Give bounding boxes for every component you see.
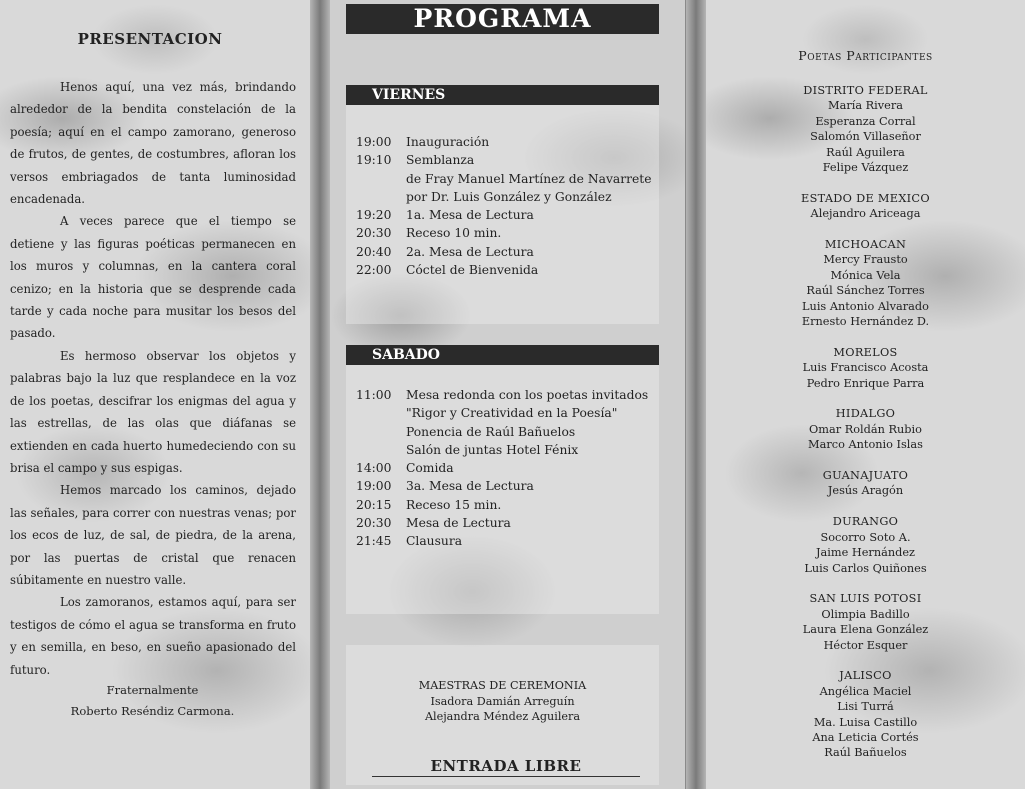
schedule-activity: Cóctel de Bienvenida (406, 263, 539, 278)
poet-name: Mónica Vela (830, 268, 901, 282)
state-name: MORELOS (833, 345, 898, 359)
schedule-activity: Comida (406, 461, 454, 476)
state-name: DISTRITO FEDERAL (803, 84, 928, 97)
schedule-row (356, 532, 656, 550)
fold-left (310, 0, 330, 789)
poet-group (706, 237, 1025, 329)
schedule-time: 14:00 (356, 461, 392, 476)
schedule-row (356, 133, 656, 151)
state-name: ESTADO DE MEXICO (801, 191, 930, 205)
schedule-activity: 1a. Mesa de Lectura (406, 208, 534, 223)
sabado-schedule (356, 386, 656, 551)
poet-name: Raúl Sánchez Torres (806, 284, 925, 298)
schedule-time: 19:10 (356, 153, 392, 168)
schedule-row (356, 404, 656, 422)
poet-group (706, 191, 1025, 222)
schedule-activity: Clausura (406, 534, 463, 549)
schedule-activity: Salón de juntas Hotel Fénix (406, 442, 579, 457)
schedule-activity: "Rigor y Creatividad en la Poesía" (406, 406, 618, 421)
program-title: PROGRAMA (346, 4, 659, 34)
poet-group (706, 668, 1025, 760)
schedule-row (356, 188, 656, 206)
schedule-row (356, 224, 656, 242)
poet-name: Lisi Turrá (837, 700, 894, 714)
schedule-activity: Semblanza (406, 153, 475, 168)
schedule-time (356, 404, 406, 422)
poet-name: Socorro Soto A. (820, 530, 911, 544)
paragraph: Es hermoso observar los objetos y palabras bajo la luz que resplandece en la voz de los poetas, descifrar los enigmas del agua y las estrellas, de las olas que diáfanas se extienden en cada huerto humedeciendo con su brisa el campo y sus espigas. (10, 348, 296, 475)
state-name: MICHOACAN (824, 238, 907, 252)
state-name: GUANAJUATO (822, 469, 909, 483)
schedule-time: 22:00 (356, 263, 392, 278)
schedule-activity: Mesa redonda con los poetas invitados (406, 388, 649, 402)
schedule-activity: Inauguración (406, 135, 490, 149)
schedule-row (356, 477, 656, 495)
schedule-row (356, 423, 656, 441)
schedule-row (356, 151, 656, 169)
state-name: SAN LUIS POTOSI (809, 592, 922, 606)
schedule-activity: Mesa de Lectura (406, 516, 511, 531)
presentation-body (10, 76, 296, 681)
poets-title: Poetas Participantes (798, 48, 933, 63)
viernes-schedule (356, 133, 656, 279)
schedule-row (356, 206, 656, 224)
schedule-time: 20:15 (356, 497, 392, 512)
poet-name: Luis Antonio Alvarado (802, 299, 929, 313)
poet-name: Luis Francisco Acosta (802, 361, 929, 375)
schedule-activity: por Dr. Luis González y González (406, 189, 612, 204)
poet-name: Felipe Vázquez (822, 161, 909, 175)
poet-name: Mercy Frausto (823, 253, 908, 267)
schedule-row (356, 459, 656, 477)
state-name: DURANGO (832, 515, 899, 529)
schedule-row (356, 170, 656, 188)
schedule-time: 20:40 (356, 244, 392, 259)
sabado-header: SABADO (346, 345, 659, 365)
state-name: HIDALGO (835, 407, 896, 421)
poet-name: Ana Leticia Cortés (812, 730, 919, 744)
closing-block (0, 680, 305, 722)
poet-name: Olimpia Badillo (821, 607, 910, 621)
poet-name: Jaime Hernández (816, 546, 915, 560)
poet-name: Pedro Enrique Parra (806, 376, 925, 390)
poet-name: Ma. Luisa Castillo (813, 715, 918, 729)
schedule-row (356, 441, 656, 459)
poet-group (706, 468, 1025, 499)
schedule-activity: 2a. Mesa de Lectura (406, 244, 534, 259)
poet-name: Omar Roldán Rubio (809, 422, 922, 436)
schedule-row (356, 514, 656, 532)
schedule-row (356, 496, 656, 514)
poet-name: Marco Antonio Islas (808, 438, 923, 452)
poet-group (706, 345, 1025, 391)
schedule-row (356, 261, 656, 279)
poet-name: Luis Carlos Quiñones (804, 561, 927, 575)
schedule-activity: Receso 15 min. (406, 497, 502, 512)
paragraph: Henos aquí, una vez más, brindando alrededor de la bendita constelación de la poesía; aquí en el campo zamorano, generoso de frutos, de gentes, de costumbres, afloran los versos embriagados de tanta luminosidad encadenada. (10, 80, 296, 207)
schedule-time: 19:00 (356, 479, 392, 494)
viernes-header: VIERNES (346, 85, 659, 105)
schedule-time: 19:00 (356, 135, 392, 149)
schedule-activity: 3a. Mesa de Lectura (406, 479, 534, 494)
signature: Roberto Reséndiz Carmona. (70, 704, 235, 718)
schedule-time (356, 170, 406, 188)
schedule-activity: Ponencia de Raúl Bañuelos (406, 424, 576, 439)
poet-name: Alejandro Ariceaga (810, 207, 921, 221)
poet-name: Angélica Maciel (819, 684, 912, 698)
schedule-activity: de Fray Manuel Martínez de Navarrete (406, 171, 652, 186)
fold-right (686, 0, 706, 789)
paragraph: Los zamoranos, estamos aquí, para ser testigos de cómo el agua se transforma en fruto y en semilla, en beso, en sueño apasionado del futuro. (10, 595, 296, 677)
schedule-time: 11:00 (356, 388, 392, 402)
schedule-time: 20:30 (356, 226, 392, 241)
schedule-time (356, 423, 406, 441)
poet-name: Raúl Bañuelos (824, 746, 907, 760)
schedule-time: 21:45 (356, 534, 392, 549)
schedule-activity: Receso 10 min. (406, 226, 502, 241)
entrada-libre: ENTRADA LIBRE (372, 757, 640, 777)
ceremony-name: Isadora Damián Arreguín (430, 694, 575, 708)
poet-group (706, 83, 1025, 175)
state-name: JALISCO (839, 669, 892, 683)
poet-name: Salomón Villaseñor (810, 130, 921, 144)
poet-name: Laura Elena González (802, 623, 929, 637)
poet-name: María Rivera (828, 99, 903, 113)
schedule-row (356, 386, 656, 404)
ceremony-name: Alejandra Méndez Aguilera (424, 710, 581, 723)
poets-list (706, 83, 1025, 776)
poet-group (706, 591, 1025, 653)
schedule-time (356, 188, 406, 206)
poet-name: Raúl Aguilera (826, 145, 905, 159)
schedule-time (356, 441, 406, 459)
poet-name: Esperanza Corral (815, 114, 916, 128)
ceremony-block (346, 678, 659, 725)
schedule-time: 20:30 (356, 516, 392, 531)
paragraph: A veces parece que el tiempo se detiene y las figuras poéticas permanecen en los muros y columnas, en la cantera coral cenizo; en la historia que se desprende cada tarde y cada noche para musitar los besos del pasado. (10, 214, 296, 341)
schedule-row (356, 243, 656, 261)
paragraph: Hemos marcado los caminos, dejado las señales, para correr con nuestras venas; por los ecos de luz, de sal, de piedra, de la arena, por las puertas de cristal que renacen súbitamente en nuestro valle. (10, 483, 296, 587)
poet-name: Jesús Aragón (827, 484, 904, 498)
poet-group (706, 514, 1025, 576)
closing-word: Fraternalmente (106, 683, 199, 697)
poet-name: Ernesto Hernández D. (801, 315, 930, 329)
ceremony-title: MAESTRAS DE CEREMONIA (418, 679, 587, 692)
poet-group (706, 406, 1025, 452)
poet-name: Héctor Esquer (823, 638, 908, 652)
schedule-time: 19:20 (356, 208, 392, 223)
presentation-title: PRESENTACION (77, 30, 223, 48)
